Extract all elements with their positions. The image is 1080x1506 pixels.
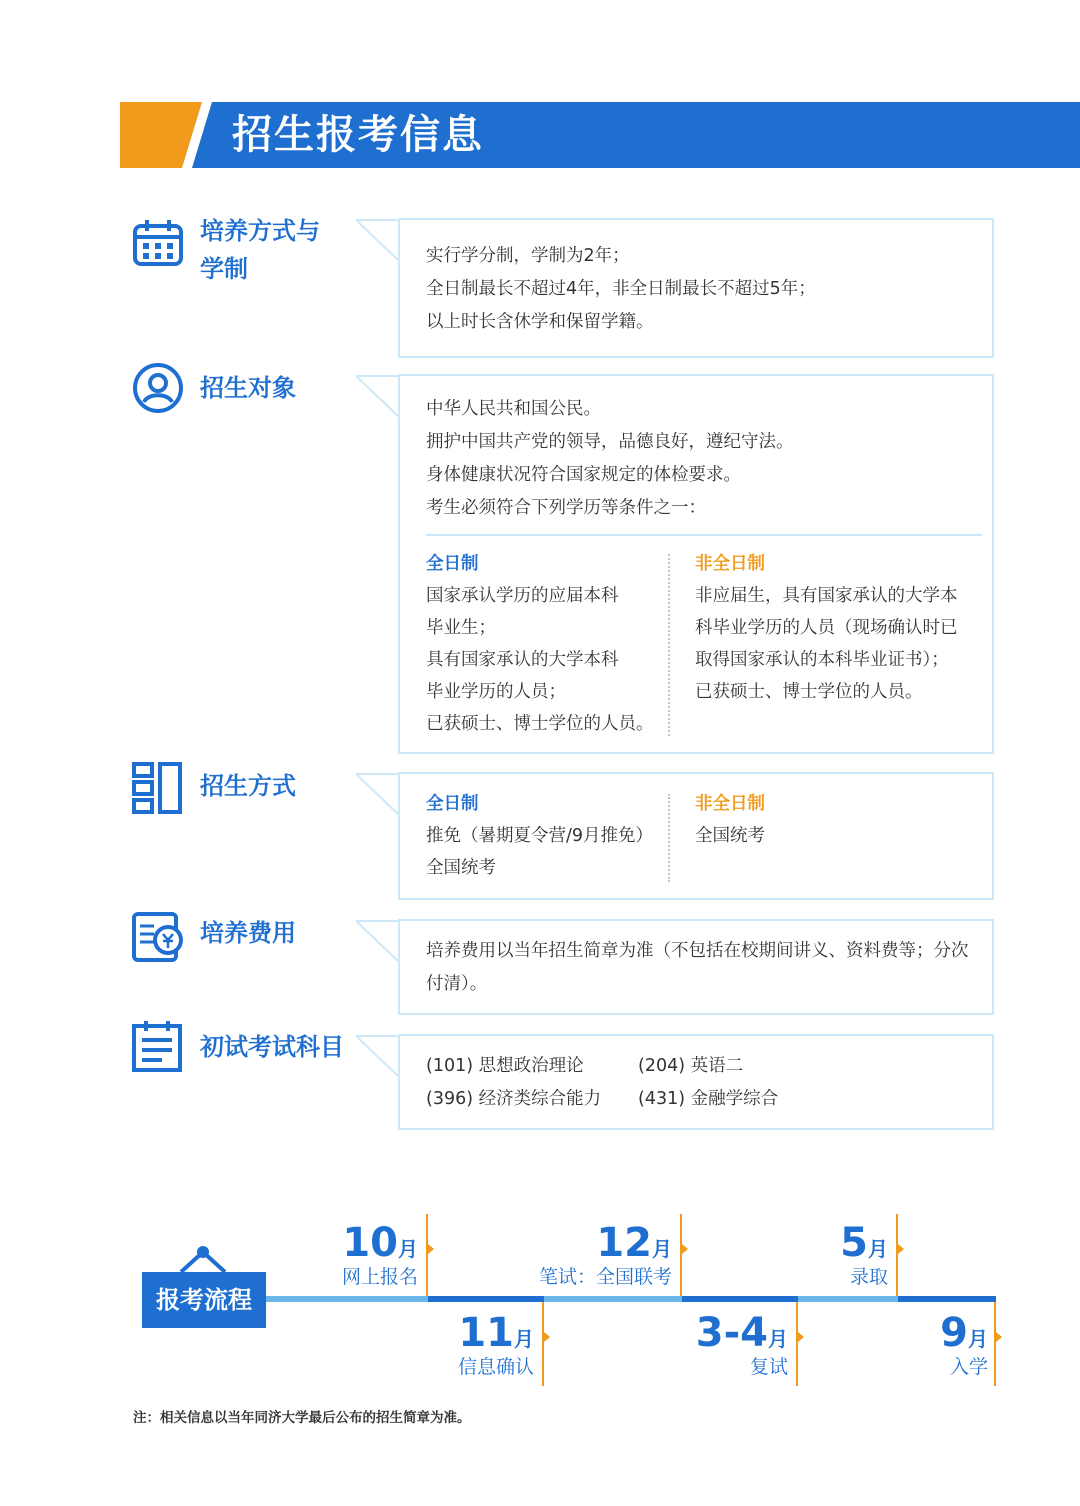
box-notch <box>356 772 400 816</box>
parttime-heading: 非全日制 <box>695 794 765 814</box>
timeline-event <box>432 1312 534 1380</box>
text-line: 非应届生，具有国家承认的大学本 <box>695 586 958 606</box>
fee-text <box>426 935 969 1001</box>
box-notch <box>356 919 400 963</box>
exam-subject: (396) 经济类综合能力 <box>426 1089 602 1109</box>
exam-box <box>398 1034 994 1130</box>
event-month: 10 <box>342 1220 398 1266</box>
box-notch <box>356 1034 400 1078</box>
text-line: 培养费用以当年招生简章为准（不包括在校期间讲义、资料费等；分次 <box>426 941 969 961</box>
text-line: 国家承认学历的应届本科 <box>426 586 619 606</box>
timeline-event <box>900 1312 988 1380</box>
timeline-segment <box>682 1296 798 1302</box>
training-text <box>426 240 816 339</box>
section-label-fee: 培养费用 <box>200 919 296 947</box>
parttime-column <box>695 788 765 852</box>
timeline-arrow <box>798 1332 804 1342</box>
text-line: 具有国家承认的大学本科 <box>426 650 619 670</box>
event-unit: 月 <box>398 1237 418 1261</box>
box-notch <box>356 218 400 262</box>
event-month: 9 <box>940 1310 968 1356</box>
event-label: 入学 <box>949 1356 988 1378</box>
event-label: 网上报名 <box>341 1266 418 1288</box>
calendar-icon <box>132 218 184 270</box>
footnote: 注：相关信息以当年同济大学最后公布的招生简章为准。 <box>133 1410 471 1426</box>
text-line: 考生必须符合下列学历等条件之一： <box>426 498 706 518</box>
section-label-training: 培养方式与 学制 <box>200 217 320 283</box>
section-label-target: 招生对象 <box>200 374 296 402</box>
timeline-segment <box>428 1296 544 1302</box>
page-title: 招生报考信息 <box>232 112 484 158</box>
timeline-arrow <box>682 1244 688 1254</box>
timeline-tick <box>542 1302 544 1386</box>
timeline-tick <box>796 1302 798 1386</box>
timeline-tick <box>680 1214 682 1296</box>
column-separator <box>668 794 670 882</box>
timeline-event <box>684 1312 788 1380</box>
text-line: 身体健康状况符合国家规定的体检要求。 <box>426 465 741 485</box>
timeline-arrow <box>996 1332 1002 1342</box>
event-unit: 月 <box>968 1327 988 1351</box>
text-line: 全日制最长不超过4年，非全日制最长不超过5年； <box>426 279 816 299</box>
timeline-event <box>800 1222 888 1290</box>
exam-subject: (101) 思想政治理论 <box>426 1056 584 1076</box>
parttime-column <box>695 548 958 708</box>
divider <box>426 534 982 536</box>
section-label-method: 招生方式 <box>200 772 296 800</box>
timeline-tick <box>994 1302 996 1386</box>
text-line: 实行学分制，学制为2年； <box>426 246 630 266</box>
header-banner <box>120 102 1080 168</box>
text-line: 以上时长含休学和保留学籍。 <box>426 312 654 332</box>
text-line: 付清）。 <box>426 974 488 994</box>
timeline-event <box>520 1222 672 1290</box>
method-box <box>398 772 994 900</box>
parttime-heading: 非全日制 <box>695 554 765 574</box>
fee-box <box>398 919 994 1015</box>
text-line: 推免（暑期夏令营/9月推免） <box>426 826 654 846</box>
checklist-icon <box>132 1020 184 1072</box>
text-line: 已获硕士、博士学位的人员。 <box>426 714 654 734</box>
pin-icon <box>175 1244 231 1274</box>
text-line: 取得国家承认的本科毕业证书）； <box>695 650 949 670</box>
fulltime-column <box>426 548 654 740</box>
timeline-tick <box>426 1214 428 1296</box>
timeline-event <box>316 1222 418 1290</box>
event-unit: 月 <box>768 1327 788 1351</box>
text-line: 中华人民共和国公民。 <box>426 399 601 419</box>
exam-col-2 <box>638 1050 778 1116</box>
text-line: 科毕业学历的人员（现场确认时已 <box>695 618 958 638</box>
timeline-arrow <box>428 1244 434 1254</box>
exam-subject: (431) 金融学综合 <box>638 1089 779 1109</box>
timeline-segment <box>898 1296 996 1302</box>
target-box <box>398 374 994 754</box>
timeline-arrow <box>898 1244 904 1254</box>
fulltime-heading: 全日制 <box>426 554 479 574</box>
event-month: 5 <box>840 1220 868 1266</box>
timeline-start: 报考流程 <box>142 1272 266 1328</box>
target-text <box>426 393 794 525</box>
event-unit: 月 <box>652 1237 672 1261</box>
text-line: 全国统考 <box>695 826 765 846</box>
section-label-exam: 初试考试科目 <box>200 1033 344 1061</box>
text-line: 已获硕士、博士学位的人员。 <box>695 682 923 702</box>
fee-icon <box>132 910 184 962</box>
event-month: 3-4 <box>695 1310 768 1356</box>
timeline-arrow <box>544 1332 550 1342</box>
text-line: 毕业生； <box>426 618 496 638</box>
training-box <box>398 218 994 358</box>
box-notch <box>356 374 400 418</box>
user-icon <box>132 362 184 414</box>
text-line: 毕业学历的人员； <box>426 682 566 702</box>
event-label: 复试 <box>749 1356 788 1378</box>
exam-subject: (204) 英语二 <box>638 1056 744 1076</box>
event-label: 信息确认 <box>457 1356 534 1378</box>
timeline-bar <box>260 1296 996 1302</box>
event-unit: 月 <box>514 1327 534 1351</box>
layout-icon <box>132 762 184 814</box>
text-line: 拥护中国共产党的领导，品德良好，遵纪守法。 <box>426 432 794 452</box>
event-label: 录取 <box>849 1266 888 1288</box>
event-label: 笔试：全国联考 <box>538 1266 672 1288</box>
timeline-tick <box>896 1214 898 1296</box>
exam-col-1 <box>426 1050 601 1116</box>
event-month: 12 <box>596 1220 652 1266</box>
event-unit: 月 <box>868 1237 888 1261</box>
text-line: 全国统考 <box>426 858 496 878</box>
fulltime-column <box>426 788 653 884</box>
column-separator <box>668 554 670 736</box>
event-month: 11 <box>458 1310 514 1356</box>
fulltime-heading: 全日制 <box>426 794 479 814</box>
